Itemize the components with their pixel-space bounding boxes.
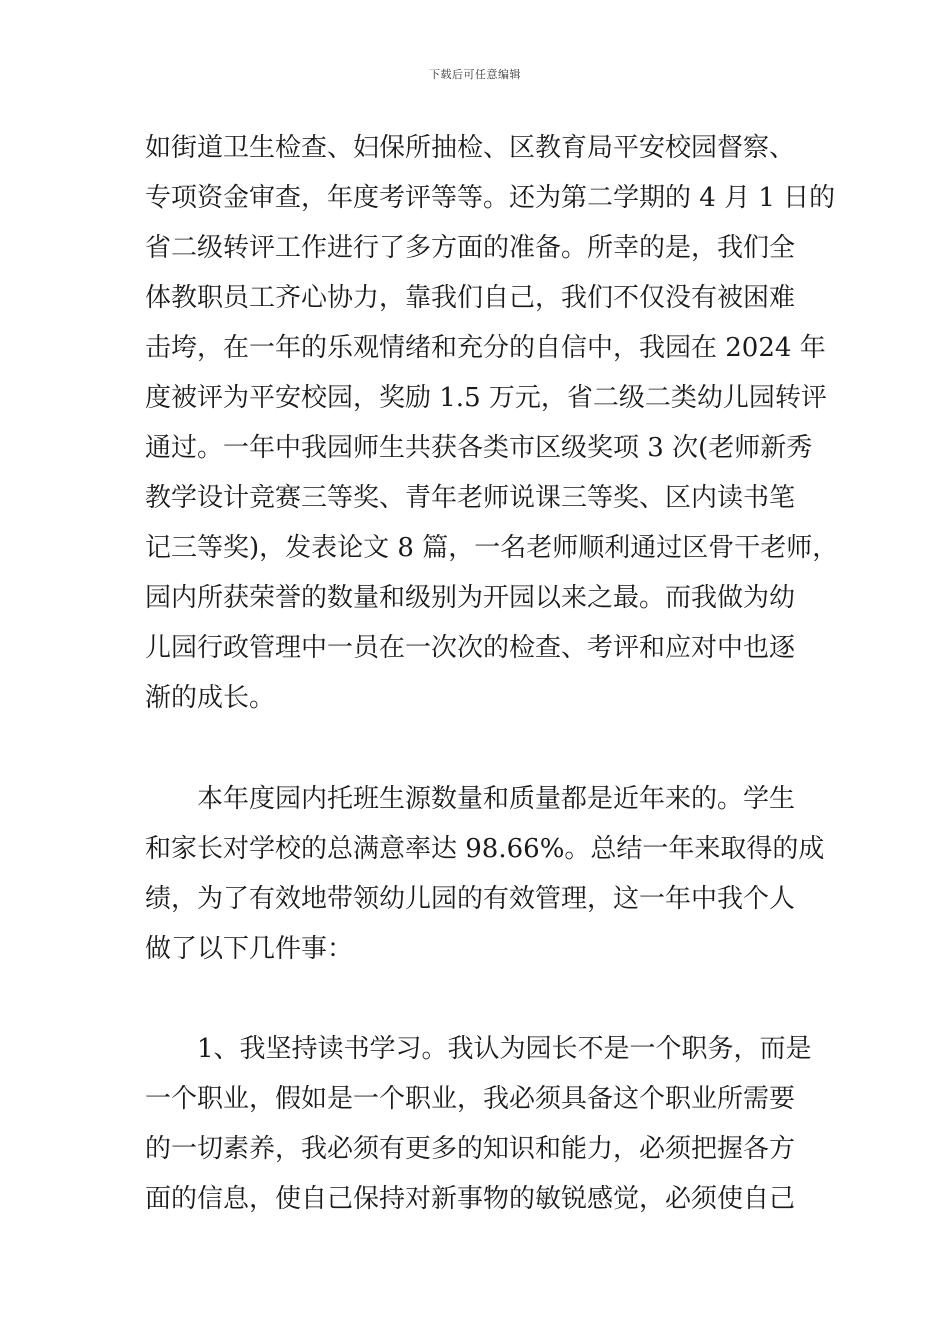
- text-line-content: 体教职员工齐心协力，靠我们自己，我们不仅没有被困难: [145, 283, 796, 313]
- text-line-content: 省二级转评工作进行了多方面的准备。所幸的是，我们全: [145, 233, 796, 263]
- text-line-content: 度被评为平安校园，奖励 1.5 万元，省二级二类幼儿园转评: [145, 383, 827, 413]
- text-line-content: 和家长对学校的总满意率达 98.66%。总结一年来取得的成: [145, 834, 825, 864]
- text-line-content: 通过。一年中我园师生共获各类市区级奖项 3 次(老师新秀: [145, 433, 813, 463]
- text-line-content: 一个职业，假如是一个职业，我必须具备这个职业所需要: [145, 1084, 796, 1114]
- text-line-content: 本年度园内托班生源数量和质量都是近年来的。学生: [197, 784, 796, 814]
- text-line-content: 击垮，在一年的乐观情绪和充分的自信中，我园在 2024 年: [145, 333, 826, 363]
- text-line-content: 教学设计竞赛三等奖、青年老师说课三等奖、区内读书笔: [145, 483, 796, 513]
- text-line-content: 做了以下几件事：: [145, 934, 354, 964]
- text-line-content: 儿园行政管理中一员在一次次的检查、考评和应对中也逐: [145, 633, 796, 663]
- text-line-content: 如街道卫生检查、妇保所抽检、区教育局平安校园督察、: [145, 133, 796, 163]
- text-line-content: 面的信息，使自己保持对新事物的敏锐感觉，必须使自己: [145, 1184, 796, 1214]
- header-note: 下载后可任意编辑: [429, 68, 521, 81]
- text-line-content: 记三等奖)，发表论文 8 篇，一名老师顺利通过区骨干老师，: [145, 533, 839, 563]
- text-line-content: 园内所获荣誉的数量和级别为开园以来之最。而我做为幼: [145, 583, 796, 613]
- text-line-content: 专项资金审查，年度考评等等。还为第二学期的 4 月 1 日的: [145, 183, 836, 213]
- text-line-content: 绩，为了有效地带领幼儿园的有效管理，这一年中我个人: [145, 884, 796, 914]
- text-line-content: 渐的成长。: [145, 683, 276, 713]
- text-line-content: 的一切素养，我必须有更多的知识和能力，必须把握各方: [145, 1134, 796, 1164]
- text-line-content: 1、我坚持读书学习。我认为园长不是一个职务，而是: [197, 1034, 812, 1064]
